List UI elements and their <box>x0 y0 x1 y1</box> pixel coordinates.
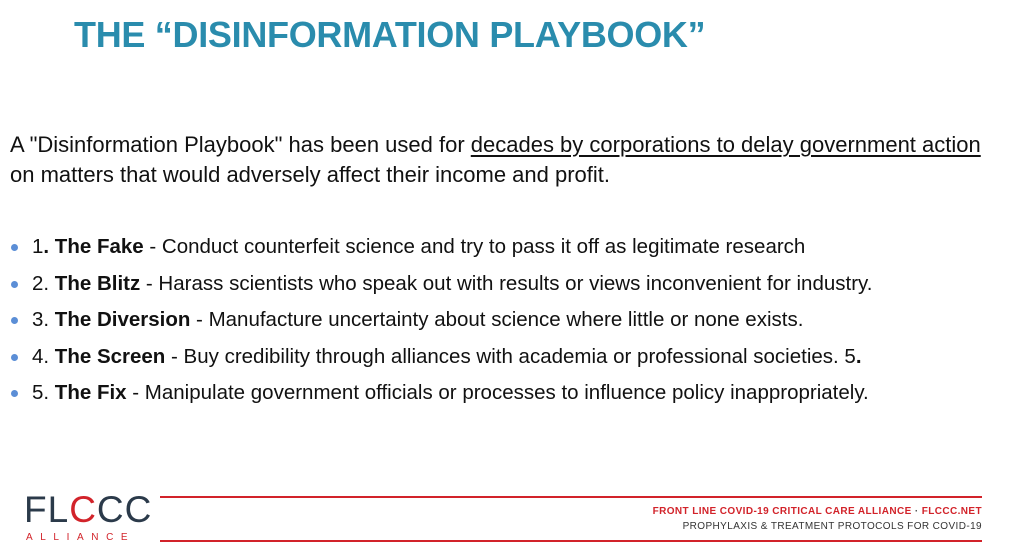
item-number: 3. <box>32 308 55 331</box>
list-item <box>10 305 1000 342</box>
item-text: - Buy credibility through alliances with academia or professional societies. 5 <box>165 344 856 368</box>
list-item <box>10 232 1000 269</box>
bullet-icon <box>11 317 18 324</box>
intro-underlined-phrase: decades by corporations to delay government action <box>470 132 981 157</box>
footer-text <box>653 504 982 534</box>
item-number: 5. <box>32 381 55 404</box>
footer-site: FLCCC.NET <box>921 506 982 517</box>
item-name: The Fix <box>54 381 127 404</box>
footer-rule-top <box>160 496 982 498</box>
item-number: 2. <box>32 271 55 295</box>
footer-tagline: PROPHYLAXIS & TREATMENT PROTOCOLS FOR COVID-19 <box>682 521 982 532</box>
footer-org-line <box>653 504 982 519</box>
bullet-icon <box>11 354 18 361</box>
bullet-icon <box>11 281 18 288</box>
item-text: - Manipulate government officials or processes to influence policy inappropriately. <box>126 381 869 404</box>
item-name: . The Fake <box>43 235 144 258</box>
footer-separator: · <box>911 506 922 517</box>
logo-alliance: ALLIANCE <box>26 532 136 543</box>
list-item <box>10 378 1000 415</box>
flccc-logo <box>24 489 153 548</box>
slide-footer <box>0 480 1010 552</box>
item-name: The Diversion <box>54 308 191 331</box>
slide-title: THE “DISINFORMATION PLAYBOOK” <box>74 14 706 55</box>
item-number: 4. <box>32 344 55 368</box>
item-name: The Screen <box>54 344 166 368</box>
playbook-list <box>10 232 1000 415</box>
intro-text-end: on matters that would adversely affect their income and profit. <box>10 162 611 187</box>
item-name: The Blitz <box>54 271 141 295</box>
bullet-icon <box>11 390 18 397</box>
item-text: - Conduct counterfeit science and try to pass it off as legitimate research <box>143 235 806 258</box>
item-text: - Manufacture uncertainty about science where little or none exists. <box>190 308 804 331</box>
list-item <box>10 269 1000 306</box>
logo-c-red: C <box>69 489 97 530</box>
intro-paragraph <box>10 130 990 190</box>
item-text: - Harass scientists who speak out with results or views inconvenient for industry. <box>140 271 873 295</box>
logo-fl: FL <box>24 489 70 530</box>
item-number: 1 <box>32 235 44 258</box>
bullet-icon <box>11 244 18 251</box>
logo-cc: CC <box>96 489 153 530</box>
intro-text-start: A "Disinformation Playbook" has been used for <box>10 132 471 157</box>
list-item <box>10 342 1000 379</box>
footer-org-name: FRONT LINE COVID-19 CRITICAL CARE ALLIANCE <box>652 506 912 517</box>
item-trail: . <box>855 344 862 368</box>
logo-wordmark <box>24 490 152 530</box>
footer-rule-bottom <box>160 540 982 542</box>
